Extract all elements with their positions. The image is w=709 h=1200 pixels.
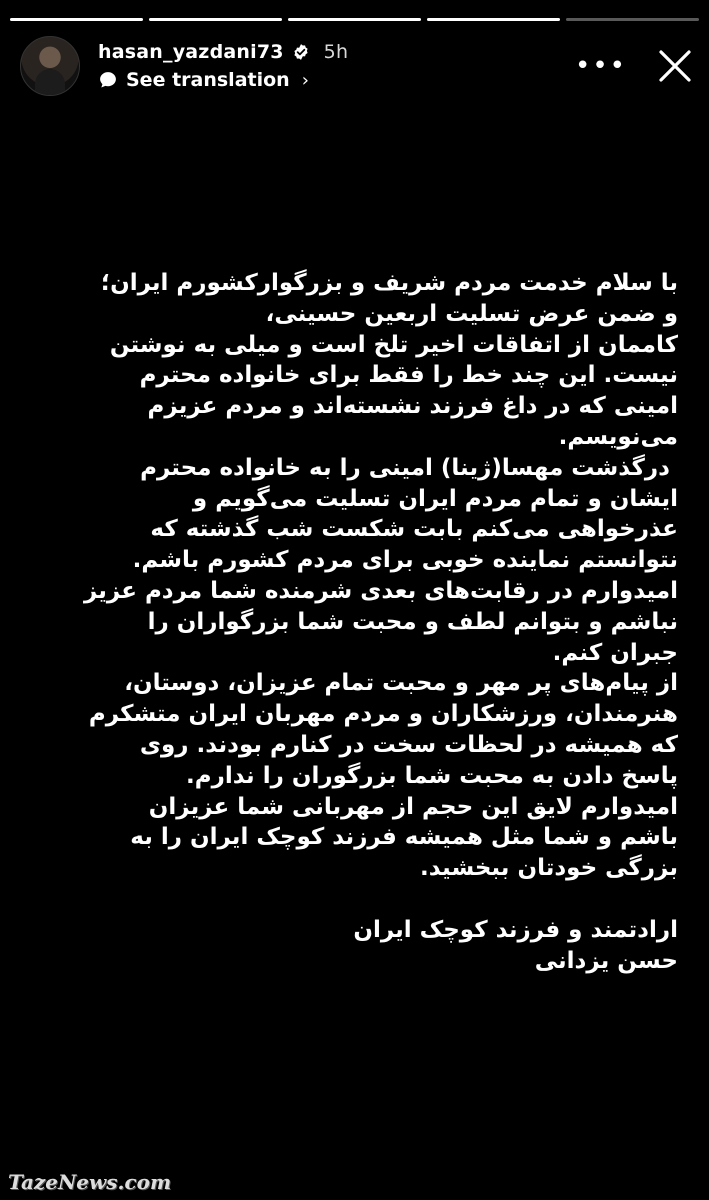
post-time: 5h <box>323 41 349 63</box>
progress-segment <box>427 18 560 21</box>
verified-badge-icon <box>292 43 310 61</box>
text-line: کاممان از اتفاقات اخیر تلخ است و میلی به نوشتن <box>109 331 678 358</box>
more-options-icon[interactable]: ••• <box>574 51 627 81</box>
text-line: باشم و شما مثل همیشه فرزند کوچک ایران را به <box>130 824 678 851</box>
paragraph-spacer <box>38 884 678 915</box>
text-line: ایشان و تمام مردم ایران تسلیت می‌گویم و <box>192 485 678 512</box>
text-line: نتوانستم نماینده خوبی برای مردم کشورم باشم. <box>132 547 678 574</box>
text-line: جبران کنم. <box>552 639 678 666</box>
text-line: پاسخ دادن به محبت شما بزرگوران را ندارم. <box>186 762 678 789</box>
user-info <box>98 41 348 91</box>
text-line: درگذشت مهسا(ژینا) امینی را به خانواده محترم <box>140 454 678 481</box>
close-icon[interactable] <box>655 46 695 86</box>
chevron-right-icon: › <box>301 69 309 91</box>
header-actions <box>575 46 695 86</box>
text-line: امیدوارم لایق این حجم از مهربانی شما عزیزان <box>148 793 678 820</box>
text-line: عذرخواهی می‌کنم بابت شکست شب گذشته که <box>150 516 678 543</box>
signature-line: ارادتمند و فرزند کوچک ایران <box>353 916 678 943</box>
text-line: امینی که در داغ فرزند نشسته‌اند و مردم عزیزم <box>147 393 678 420</box>
story-message <box>38 268 678 977</box>
text-line: از پیام‌های پر مهر و محبت تمام عزیزان، دوستان، <box>124 670 678 697</box>
story-header <box>20 34 695 98</box>
progress-segment <box>288 18 421 21</box>
text-line: و ضمن عرض تسلیت اربعین حسینی، <box>265 300 678 327</box>
story-progress-bar <box>10 18 699 21</box>
text-line: هنرمندان، ورزشکاران و مردم مهربان ایران متشکرم <box>88 701 678 728</box>
text-line: بزرگی خودتان ببخشید. <box>420 855 678 882</box>
text-line: نباشم و بتوانم لطف و محبت شما بزرگواران را <box>147 608 678 635</box>
see-translation-label: See translation <box>126 69 290 91</box>
text-line: نیست. این چند خط را فقط برای خانواده محترم <box>139 362 678 389</box>
progress-segment <box>10 18 143 21</box>
text-line: با سلام خدمت مردم شریف و بزرگوارکشورم ایران؛ <box>100 270 678 296</box>
signature-name: حسن یزدانی <box>534 947 678 974</box>
watermark-logo: TazeNews.com <box>8 1170 172 1194</box>
see-translation-button[interactable] <box>98 69 348 91</box>
progress-segment <box>149 18 282 21</box>
translate-icon <box>98 70 118 90</box>
text-line: امیدوارم در رقابت‌های بعدی شرمنده شما مردم عزیز <box>83 577 678 604</box>
text-line: که همیشه در لحظات سخت در کنارم بودند. روی <box>139 731 678 758</box>
avatar[interactable] <box>20 36 80 96</box>
username[interactable]: hasan_yazdani73 <box>98 41 284 63</box>
text-line: می‌نویسم. <box>558 423 678 450</box>
progress-segment <box>566 18 699 21</box>
user-row <box>98 41 348 63</box>
